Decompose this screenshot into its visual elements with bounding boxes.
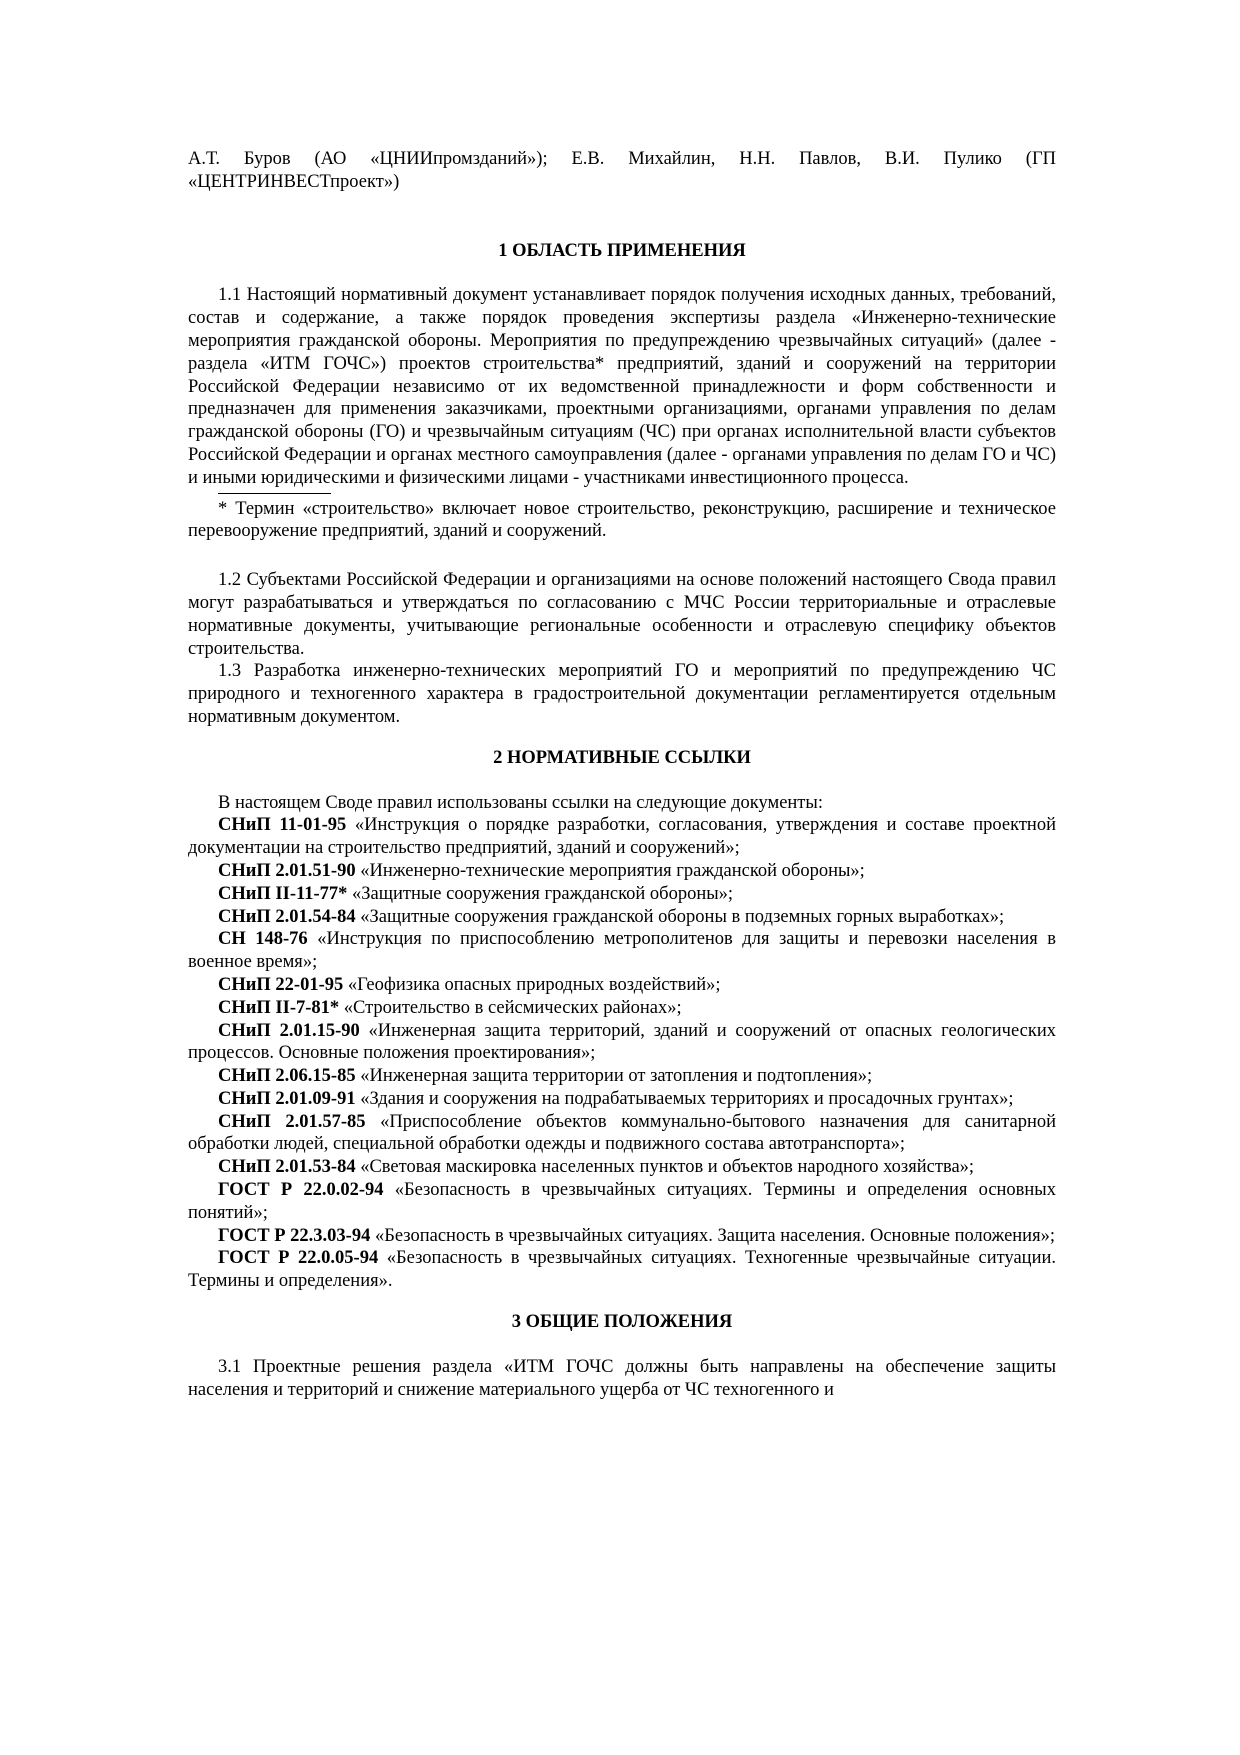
paragraph-1-1: 1.1 Настоящий нормативный документ устанавливает порядок получения исходных данных, требований, состав и содержание, а также порядок проведения экспертизы раздела «Инженерно-технические мероприятия гражданской обороны. Мероприятия по предупреждению чрезвычайных ситуаций» (далее - раздела «ИТМ ГОЧС») проектов строительства* предприятий, зданий и сооружений на территории Российской Федерации независимо от их ведомственной принадлежности и форм собственности и предназначен для применения заказчиками, проектными организациями, органами управления по делам гражданской обороны (ГО) и чрезвычайным ситуациям (ЧС) при органах исполнительной власти субъектов Российской Федерации и органах местного самоуправления (далее - органами управления по делам ГО и ЧС) и иными юридическими и физическими лицами - участниками инвестиционного процесса. (188, 285, 1056, 488)
reference-title: «Защитные сооружения гражданской обороны в подземных горных выработках»; (355, 906, 1005, 927)
reference-code: СН 148-76 (218, 929, 308, 950)
document-page (188, 148, 1056, 1401)
reference-code: СНиП II-7-81* (218, 997, 340, 1018)
reference-item (188, 1088, 1056, 1111)
reference-item (188, 1020, 1056, 1066)
authors-line: А.Т. Буров (АО «ЦНИИпромзданий»); Е.В. Михайлин, Н.Н. Павлов, В.И. Пулико (ГП «ЦЕНТРИНВЕСТпроект») (188, 149, 1056, 192)
reference-code: СНиП 2.01.15-90 (218, 1020, 360, 1041)
reference-title: «Инструкция по приспособлению метрополитенов для защиты и перевозки населения в военное время»; (188, 929, 1056, 973)
reference-item (188, 974, 1056, 997)
reference-code: СНиП 2.01.57-85 (218, 1111, 366, 1132)
reference-code: СНиП 2.01.53-84 (218, 1157, 356, 1178)
reference-title: «Безопасность в чрезвычайных ситуациях. Термины и определения основных понятий»; (188, 1180, 1056, 1223)
reference-code: СНиП 11-01-95 (218, 815, 347, 836)
reference-title: «Инженерная защита территорий, зданий и сооружений от опасных геологических процессов. Основные положения проектирования»; (188, 1020, 1056, 1064)
reference-item (188, 1065, 1056, 1088)
reference-code: СНиП 2.01.09-91 (218, 1088, 356, 1109)
references-intro: В настоящем Своде правил использованы ссылки на следующие документы: (218, 792, 823, 813)
paragraph-3-1: 3.1 Проектные решения раздела «ИТМ ГОЧС должны быть направлены на обеспечение защиты населения и территорий и снижение материального ущерба от ЧС техногенного и (188, 1356, 1056, 1400)
paragraph-1-2: 1.2 Субъектами Российской Федерации и организациями на основе положений настоящего Свода правил могут разрабатываться и утверждаться по согласованию с МЧС России территориальные и отраслевые нормативные документы, учитывающие региональные особенности и отраслевую специфику объектов строительства. (188, 570, 1056, 659)
section-2-heading: 2 НОРМАТИВНЫЕ ССЫЛКИ (493, 747, 751, 768)
reference-item (188, 1179, 1056, 1225)
reference-code: СНиП 2.01.51-90 (218, 860, 356, 881)
reference-item (188, 1225, 1056, 1248)
reference-item (188, 906, 1056, 929)
footnote: * Термин «строительство» включает новое строительство, реконструкцию, расширение и техническое перевооружение предприятий, зданий и сооружений. (188, 498, 1056, 542)
reference-item (188, 1247, 1056, 1293)
paragraph-1-3: 1.3 Разработка инженерно-технических мероприятий ГО и мероприятий по предупреждению ЧС природного и техногенного характера в градостроительной документации регламентируется отдельным нормативным документом. (188, 661, 1056, 727)
reference-code: СНиП 22-01-95 (218, 974, 344, 995)
reference-title: «Геофизика опасных природных воздействий»; (343, 974, 721, 995)
reference-item (188, 883, 1056, 906)
reference-title: «Безопасность в чрезвычайных ситуациях. Защита населения. Основные положения»; (370, 1225, 1055, 1246)
reference-item (188, 1111, 1056, 1157)
reference-title: «Инженерно-технические мероприятия гражданской обороны»; (355, 860, 865, 881)
reference-title: «Световая маскировка населенных пунктов и объектов народного хозяйства»; (355, 1157, 975, 1178)
section-3-heading: 3 ОБЩИЕ ПОЛОЖЕНИЯ (511, 1312, 733, 1333)
footnote-separator (218, 493, 331, 494)
reference-code: ГОСТ Р 22.0.02-94 (218, 1180, 384, 1201)
reference-title: «Инженерная защита территории от затопления и подтопления»; (355, 1066, 873, 1087)
reference-item (188, 1156, 1056, 1179)
reference-code: СНиП II-11-77* (218, 883, 348, 904)
reference-code: СНиП 2.06.15-85 (218, 1066, 356, 1087)
references-list (188, 814, 1056, 1293)
reference-code: СНиП 2.01.54-84 (218, 906, 356, 927)
reference-title: «Безопасность в чрезвычайных ситуациях. Техногенные чрезвычайные ситуации. Термины и определения». (188, 1248, 1056, 1292)
reference-code: ГОСТ Р 22.3.03-94 (218, 1225, 371, 1246)
reference-title: «Приспособление объектов коммунально-бытового назначения для санитарной обработки людей, специальной обработки одежды и подвижного состава автотранспорта»; (188, 1111, 1056, 1155)
reference-title: «Строительство в сейсмических районах»; (339, 997, 682, 1018)
reference-item (188, 814, 1056, 860)
reference-code: ГОСТ Р 22.0.05-94 (218, 1248, 379, 1269)
reference-title: «Здания и сооружения на подрабатываемых территориях и просадочных грунтах»; (355, 1088, 1014, 1109)
reference-item (188, 997, 1056, 1020)
reference-title: «Защитные сооружения гражданской обороны»; (347, 883, 734, 904)
reference-item (188, 928, 1056, 974)
reference-title: «Инструкция о порядке разработки, согласования, утверждения и составе проектной документации на строительство предприятий, зданий и сооружений»; (188, 815, 1056, 859)
reference-item (188, 860, 1056, 883)
section-1-heading: 1 ОБЛАСТЬ ПРИМЕНЕНИЯ (498, 240, 746, 261)
